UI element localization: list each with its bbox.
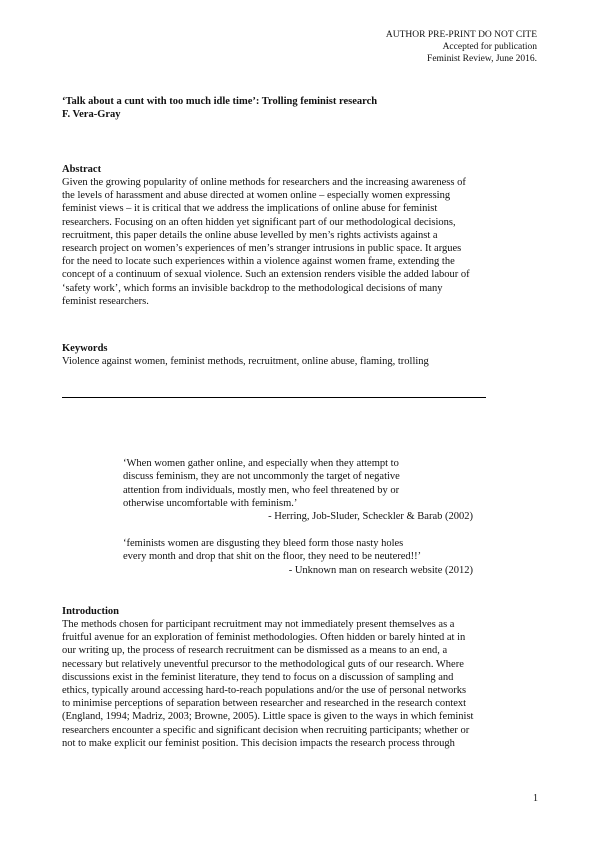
header-line-2: Accepted for publication: [442, 42, 537, 52]
section-divider: [62, 397, 486, 398]
abstract-body: [62, 176, 540, 308]
quote-line: attention from individuals, mostly men, who feel threatened by or: [123, 484, 400, 496]
abstract-line: concept of a continuum of sexual violence. Such an extension renders visible the added labour of: [62, 269, 470, 281]
intro-line: discussions exist in the feminist literature, they tend to focus on a discussion of sampling and: [62, 671, 454, 683]
quote-line: ‘When women gather online, and especially when they attempt to: [123, 458, 399, 469]
intro-line: our writing up, the process of research recruitment can be dismissed as a means to an end, a: [62, 645, 448, 657]
intro-line: fruitful avenue for an exploration of feminist methodologies. Often hidden or barely hinted at in: [62, 632, 466, 644]
intro-line: ethics, typically around accessing hard-to-reach populations and/or the use of personal networks: [62, 685, 467, 697]
header-line-3: Feminist Review, June 2016.: [427, 54, 537, 64]
abstract-line: researchers. Focusing on an often hidden yet significant part of our methodological decisions,: [62, 216, 456, 228]
abstract-line: the levels of harassment and abuse directed at women online – especially women expressing: [62, 190, 451, 202]
epigraph-quote-2: [123, 537, 473, 577]
abstract-heading: Abstract: [62, 164, 102, 175]
preprint-header: [386, 29, 537, 65]
intro-line: not to make explicit our feminist position. This decision impacts the research process through: [62, 737, 455, 749]
paper-author: F. Vera-Gray: [62, 109, 121, 120]
epigraph-quote-1: [123, 457, 473, 523]
quote-attribution: - Unknown man on research website (2012): [288, 564, 473, 576]
quote-attribution: - Herring, Job-Sluder, Scheckler & Barab (2002): [268, 511, 473, 523]
intro-line: necessary but relatively uneventful precursor to the methodological guts of our research. Where: [62, 658, 464, 670]
abstract-line: ‘safety work’, which forms an invisible backdrop to the methodological decisions of many: [62, 282, 443, 294]
abstract-line: feminist researchers.: [62, 295, 149, 307]
quote-line: otherwise uncomfortable with feminism.’: [123, 497, 298, 509]
introduction-heading: Introduction: [62, 606, 119, 617]
abstract-line: for the need to locate such experiences within a violence against women frame, extending the: [62, 256, 455, 268]
page-number: 1: [533, 793, 538, 804]
quote-line: every month and drop that shit on the floor, they need to be neutered!!’: [123, 551, 422, 563]
quote-line: discuss feminism, they are not uncommonly the target of negative: [123, 471, 400, 483]
abstract-line: feminist views – it is critical that we address the implications of online abuse for feminist: [62, 203, 438, 215]
intro-line: to minimise perceptions of separation between researcher and researched in the research context: [62, 698, 467, 710]
abstract-line: recruitment, this paper details the online abuse levelled by men’s rights activists against a: [62, 229, 438, 241]
paper-title: ‘Talk about a cunt with too much idle time’: Trolling feminist research: [62, 96, 378, 107]
intro-line: The methods chosen for participant recruitment may not immediately present themselves as a: [62, 619, 455, 630]
abstract-line: Given the growing popularity of online methods for researchers and the increasing awareness of: [62, 177, 466, 188]
abstract-line: research project on women’s experiences of men’s stranger intrusions in public space. It argues: [62, 243, 462, 255]
header-line-1: AUTHOR PRE-PRINT DO NOT CITE: [385, 30, 537, 40]
quote-line: ‘feminists women are disgusting they bleed form those nasty holes: [123, 538, 404, 549]
keywords-heading: Keywords: [62, 343, 108, 354]
introduction-body: [62, 618, 540, 750]
intro-line: researchers encounter a specific and significant decision when recruiting participants; whether or: [62, 724, 470, 736]
intro-line: (England, 1994; Madriz, 2003; Browne, 2005). Little space is given to the ways in which feminist: [62, 711, 474, 723]
keywords-text: Violence against women, feminist methods, recruitment, online abuse, flaming, trolling: [62, 356, 429, 367]
